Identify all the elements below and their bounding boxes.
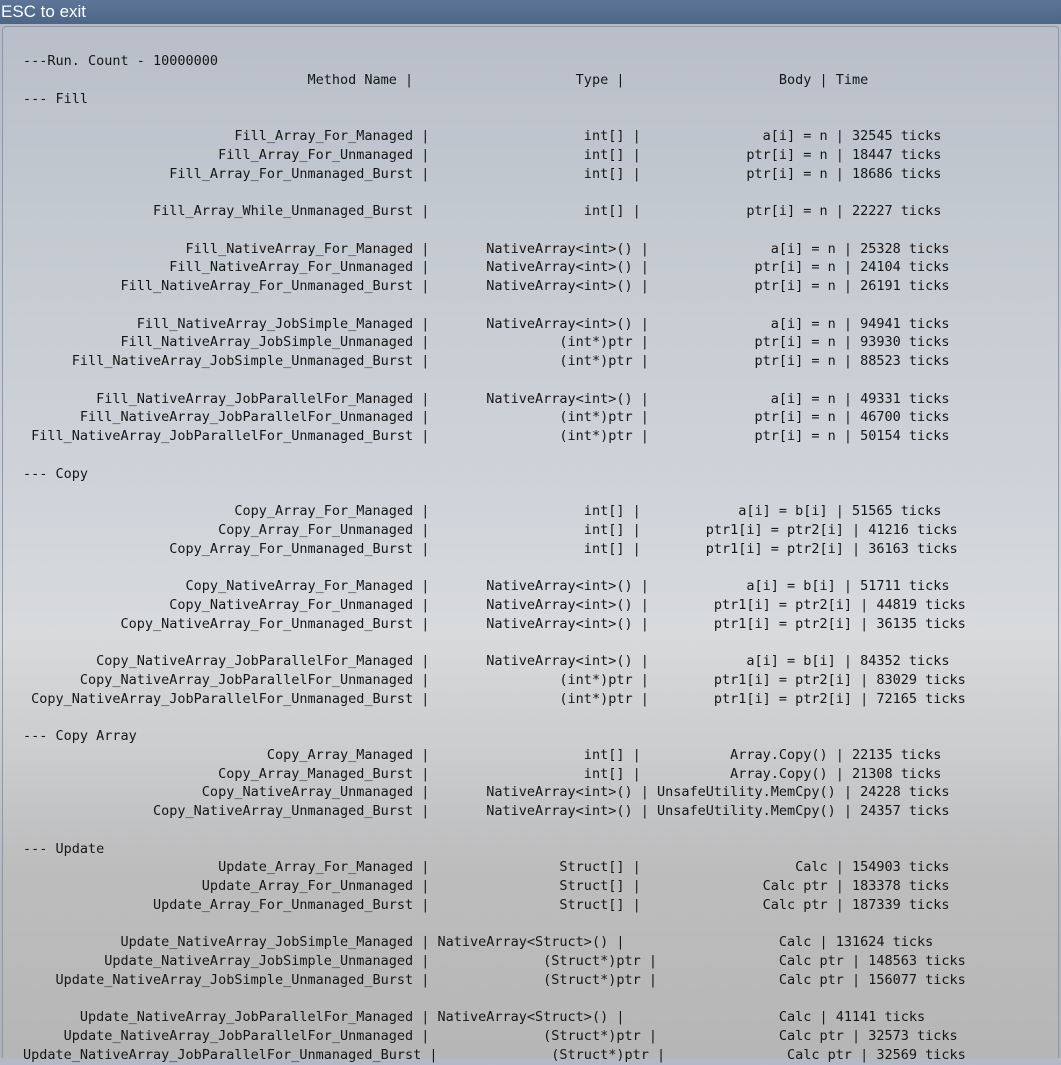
report-row: Copy_NativeArray_For_Unmanaged_Burst | NativeArray<int>() | ptr1[i] = ptr2[i] | 36135 ticks	[23, 615, 966, 632]
report-blank-line	[23, 990, 966, 1009]
report-row: Update_NativeArray_JobSimple_Unmanaged | (Struct*)ptr | Calc ptr | 148563 ticks	[23, 953, 966, 969]
report-blank-line	[23, 183, 966, 202]
report-row: Copy_NativeArray_For_Unmanaged | NativeArray<int>() | ptr1[i] = ptr2[i] | 44819 ticks	[23, 596, 966, 613]
report-row: Copy_Array_Managed_Burst | int[] | Array.Copy() | 21308 ticks	[23, 765, 942, 782]
report-row: Update_Array_For_Unmanaged | Struct[] | Calc ptr | 183378 ticks	[23, 878, 950, 894]
report-row: Copy_Array_For_Managed | int[] | a[i] = b[i] | 51565 ticks	[23, 503, 942, 519]
report-row: Copy_NativeArray_JobParallelFor_Unmanaged_Burst | (int*)ptr | ptr1[i] = ptr2[i] | 72165 ticks	[23, 690, 966, 707]
report-row: Fill_Array_For_Unmanaged_Burst | int[] | ptr[i] = n | 18686 ticks	[23, 165, 942, 182]
report-row: Fill_Array_For_Managed | int[] | a[i] = n | 32545 ticks	[23, 128, 942, 144]
report-row: Copy_NativeArray_JobParallelFor_Managed | NativeArray<int>() | a[i] = b[i] | 84352 ticks	[23, 653, 950, 669]
exit-hint-label: ESC to exit	[1, 2, 87, 21]
report-section-header: --- Copy Array	[23, 728, 137, 744]
report-blank-line	[23, 221, 966, 240]
report-row: Fill_Array_While_Unmanaged_Burst | int[] | ptr[i] = n | 22227 ticks	[23, 203, 942, 219]
report-row: Update_Array_For_Unmanaged_Burst | Struct[] | Calc ptr | 187339 ticks	[23, 896, 950, 913]
report-row: Fill_NativeArray_For_Unmanaged | NativeArray<int>() | ptr[i] = n | 24104 ticks	[23, 259, 950, 276]
report-row: Fill_NativeArray_JobSimple_Unmanaged_Burst | (int*)ptr | ptr[i] = n | 88523 ticks	[23, 353, 950, 369]
report-section-header: --- Fill	[23, 90, 89, 107]
report-row: Update_Array_For_Managed | Struct[] | Calc | 154903 ticks	[23, 859, 950, 876]
report-blank-line	[23, 371, 966, 390]
report-row: Method Name | Type | Body | Time	[23, 71, 869, 88]
report-row: Copy_NativeArray_JobParallelFor_Unmanaged | (int*)ptr | ptr1[i] = ptr2[i] | 83029 ticks	[23, 671, 966, 688]
benchmark-report	[23, 52, 966, 1065]
report-blank-line	[23, 708, 966, 727]
report-blank-line	[23, 558, 966, 577]
report-row: Copy_NativeArray_Unmanaged | NativeArray<int>() | UnsafeUtility.MemCpy() | 24228 ticks	[23, 784, 950, 801]
report-row: Copy_Array_For_Unmanaged_Burst | int[] | ptr1[i] = ptr2[i] | 36163 ticks	[23, 540, 958, 557]
report-row: Fill_NativeArray_For_Managed | NativeArray<int>() | a[i] = n | 25328 ticks	[23, 240, 950, 257]
report-row: Copy_NativeArray_For_Managed | NativeArray<int>() | a[i] = b[i] | 51711 ticks	[23, 578, 950, 594]
report-row: Update_NativeArray_JobSimple_Unmanaged_Burst | (Struct*)ptr | Calc ptr | 156077 ticks	[23, 971, 966, 988]
report-blank-line	[23, 915, 966, 934]
report-row: Copy_NativeArray_Unmanaged_Burst | NativeArray<int>() | UnsafeUtility.MemCpy() | 24357 ticks	[23, 803, 950, 819]
results-panel	[2, 26, 1059, 1063]
report-row: Fill_NativeArray_For_Unmanaged_Burst | NativeArray<int>() | ptr[i] = n | 26191 ticks	[23, 278, 950, 294]
report-blank-line	[23, 483, 966, 502]
report-row: Update_NativeArray_JobParallelFor_Unmanaged_Burst | (Struct*)ptr | Calc ptr | 32569 ticks	[23, 1046, 966, 1063]
report-row: Fill_Array_For_Unmanaged | int[] | ptr[i] = n | 18447 ticks	[23, 146, 942, 163]
report-row: Update_NativeArray_JobParallelFor_Unmanaged | (Struct*)ptr | Calc ptr | 32573 ticks	[23, 1028, 958, 1044]
report-blank-line	[23, 633, 966, 652]
report-blank-line	[23, 108, 966, 127]
report-row: Update_NativeArray_JobParallelFor_Managed | NativeArray<Struct>() | Calc | 41141 ticks	[23, 1009, 926, 1026]
report-blank-line	[23, 821, 966, 840]
report-row: Copy_Array_For_Unmanaged | int[] | ptr1[i] = ptr2[i] | 41216 ticks	[23, 521, 958, 538]
report-section-header: --- Copy	[23, 465, 89, 482]
report-row: Fill_NativeArray_JobSimple_Unmanaged | (int*)ptr | ptr[i] = n | 93930 ticks	[23, 334, 950, 351]
report-blank-line	[23, 446, 966, 465]
report-blank-line	[23, 296, 966, 315]
window-title-bar	[0, 0, 1061, 24]
report-row: Fill_NativeArray_JobSimple_Managed | NativeArray<int>() | a[i] = n | 94941 ticks	[23, 315, 950, 332]
report-section-header: --- Update	[23, 840, 105, 857]
report-row: Fill_NativeArray_JobParallelFor_Unmanaged_Burst | (int*)ptr | ptr[i] = n | 50154 ticks	[23, 428, 950, 444]
report-row: Fill_NativeArray_JobParallelFor_Managed | NativeArray<int>() | a[i] = n | 49331 ticks	[23, 390, 950, 407]
report-row: Fill_NativeArray_JobParallelFor_Unmanaged | (int*)ptr | ptr[i] = n | 46700 ticks	[23, 409, 950, 426]
report-row: Update_NativeArray_JobSimple_Managed | NativeArray<Struct>() | Calc | 131624 ticks	[23, 934, 934, 951]
report-section-header: ---Run. Count - 10000000	[23, 53, 219, 69]
report-row: Copy_Array_Managed | int[] | Array.Copy() | 22135 ticks	[23, 746, 942, 763]
